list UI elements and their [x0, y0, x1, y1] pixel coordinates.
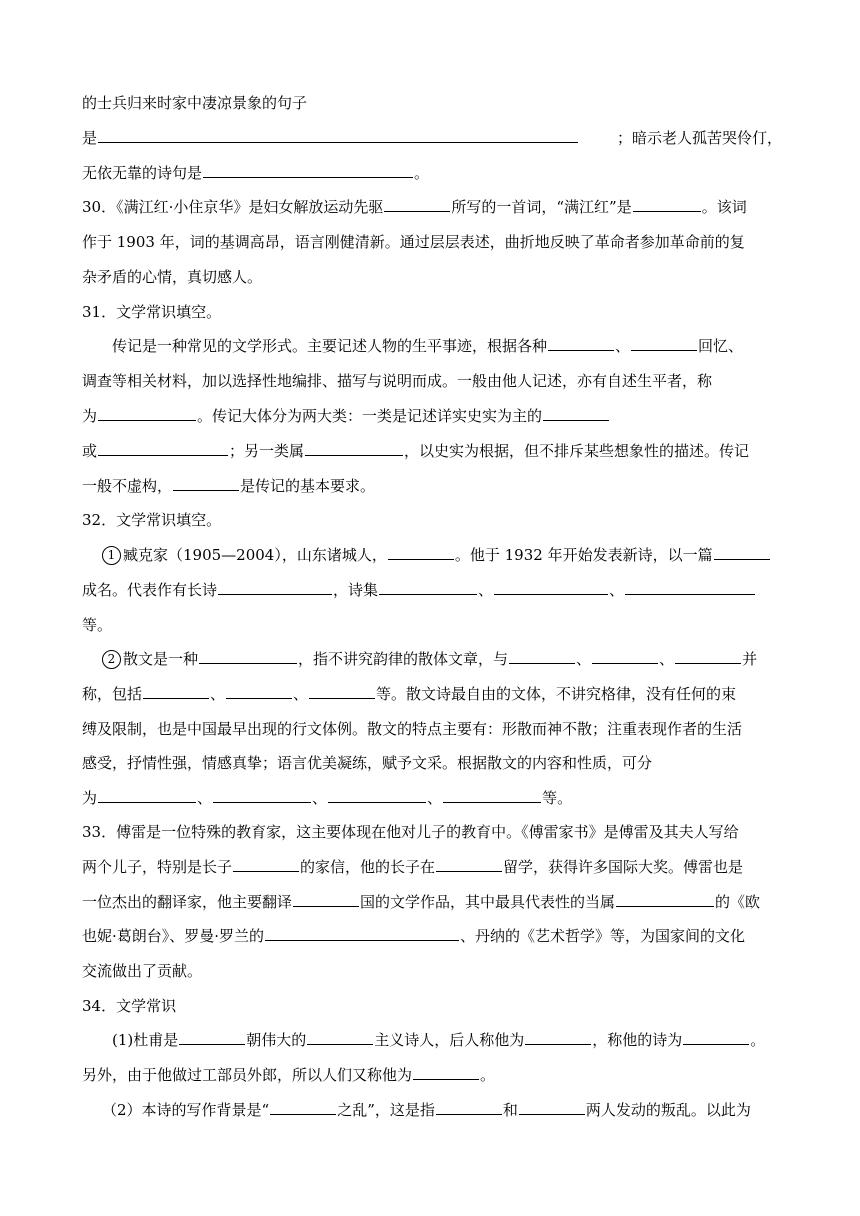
question-32: 32．文学常识填空。 [82, 511, 222, 529]
answer-blank[interactable] [548, 333, 614, 351]
answer-blank[interactable] [98, 438, 228, 456]
answer-blank[interactable] [328, 785, 426, 803]
text-line: 调查等相关材料，加以选择性地编排、描写与说明而成。一般由他人记述，亦有自述生平者，称 [82, 372, 713, 390]
question-30: 30．《满江红·小住京华》是妇女解放运动先驱 所写的一首词，“满江红”是 。该词 [82, 192, 782, 222]
text-line: 一位杰出的翻译家，他主要翻译 国的文学作品，其中最具代表性的当属 的《欧 [82, 887, 782, 917]
answer-blank[interactable] [218, 577, 332, 595]
text-line: 2 散文是一种 ，指不讲究韵律的散体文章，与 、 、 并 [102, 644, 782, 674]
answer-blank[interactable] [633, 194, 701, 212]
text-line: 也妮·葛朗台》、罗曼·罗兰的 、丹纳的《艺术哲学》等，为国家间的文化 [82, 921, 782, 951]
answer-blank[interactable] [443, 785, 541, 803]
text-line: 缚及限制，也是中国最早出现的行文体例。散文的特点主要有：形散而神不散；注重表现作者的生活 [82, 720, 743, 738]
answer-blank[interactable] [307, 1027, 373, 1045]
answer-blank[interactable] [293, 889, 359, 907]
text-line: 杂矛盾的心情，真切感人。 [82, 268, 263, 286]
answer-blank[interactable] [305, 438, 403, 456]
answer-blank[interactable] [270, 1097, 336, 1115]
answer-blank[interactable] [384, 194, 450, 212]
text-line: 交流做出了贡献。 [82, 962, 203, 980]
answer-blank[interactable] [525, 1027, 591, 1045]
text-line: 一般不虚构， 是传记的基本要求。 [82, 471, 782, 501]
answer-blank[interactable] [592, 646, 658, 664]
text-line: （2）本诗的写作背景是“ 之乱”，这是指 和 两人发动的叛乱。以此为 [102, 1095, 782, 1125]
answer-blank[interactable] [98, 785, 196, 803]
answer-blank[interactable] [379, 577, 477, 595]
answer-blank[interactable] [436, 1097, 502, 1115]
text-line: 称，包括 、 、 等。散文诗最自由的文体，不讲究格律，没有任何的束 [82, 679, 782, 709]
text-line: 为 。传记大体分为两大类：一类是记述详实史实为主的 [82, 401, 782, 431]
answer-blank[interactable] [203, 160, 413, 178]
text-line: 成名。代表作有长诗 ，诗集 、 、 [82, 575, 782, 605]
answer-blank[interactable] [631, 333, 697, 351]
text-line: 或 ；另一类属 ，以史实为根据，但不排斥某些想象性的描述。传记 [82, 436, 782, 466]
text-line: 的士兵归来时家中凄凉景象的句子 [82, 94, 308, 112]
text-line: 为 、 、 、 等。 [82, 783, 782, 813]
text-line: 是 ；暗示老人孤苦哭伶仃， [82, 123, 782, 153]
text-line: 两个儿子，特别是长子 的家信，他的长子在 留学，获得许多国际大奖。傅雷也是 [82, 852, 782, 882]
answer-blank[interactable] [213, 785, 311, 803]
text-line: 等。 [82, 616, 113, 634]
answer-blank[interactable] [616, 889, 714, 907]
answer-blank[interactable] [98, 403, 196, 421]
answer-blank[interactable] [309, 681, 375, 699]
answer-blank[interactable] [226, 681, 292, 699]
answer-blank[interactable] [179, 1027, 245, 1045]
answer-blank[interactable] [388, 542, 454, 560]
answer-blank[interactable] [675, 646, 741, 664]
answer-blank[interactable] [543, 403, 609, 421]
answer-blank[interactable] [436, 854, 502, 872]
answer-blank[interactable] [98, 125, 578, 143]
answer-blank[interactable] [519, 1097, 585, 1115]
text-line: 另外，由于他做过工部员外郎，所以人们又称他为 。 [82, 1060, 782, 1090]
answer-blank[interactable] [714, 542, 770, 560]
text-line: (1)杜甫是 朝伟大的 主义诗人，后人称他为 ，称他的诗为 。 [112, 1025, 782, 1055]
answer-blank[interactable] [265, 923, 459, 941]
answer-blank[interactable] [173, 473, 239, 491]
text-line: 传记是一种常见的文学形式。主要记述人物的生平事迹，根据各种 、 回忆、 [112, 331, 782, 361]
circled-number: 1 [102, 546, 121, 565]
text-line: 作于 1903 年，词的基调高昂，语言刚健清新。通过层层表述，曲折地反映了革命者参加革命前的复 [82, 233, 745, 251]
text-line: 感受，抒情性强，情感真挚；语言优美凝练，赋予文采。根据散文的内容和性质，可分 [82, 754, 653, 772]
question-34: 34．文学常识 [82, 997, 177, 1015]
text-line: 无依无靠的诗句是 。 [82, 158, 782, 188]
answer-blank[interactable] [509, 646, 575, 664]
question-31: 31．文学常识填空。 [82, 303, 222, 321]
question-33: 33．傅雷是一位特殊的教育家，这主要体现在他对儿子的教育中。《傅雷家书》是傅雷及其夫人写给 [82, 823, 739, 841]
answer-blank[interactable] [233, 854, 299, 872]
answer-blank[interactable] [625, 577, 755, 595]
answer-blank[interactable] [683, 1027, 749, 1045]
circled-number: 2 [102, 650, 121, 669]
text-line: 1 臧克家（1905—2004），山东诸城人， 。他于 1932 年开始发表新诗，以一篇 [102, 540, 782, 570]
answer-blank[interactable] [413, 1062, 479, 1080]
answer-blank[interactable] [199, 646, 297, 664]
answer-blank[interactable] [494, 577, 608, 595]
answer-blank[interactable] [143, 681, 209, 699]
